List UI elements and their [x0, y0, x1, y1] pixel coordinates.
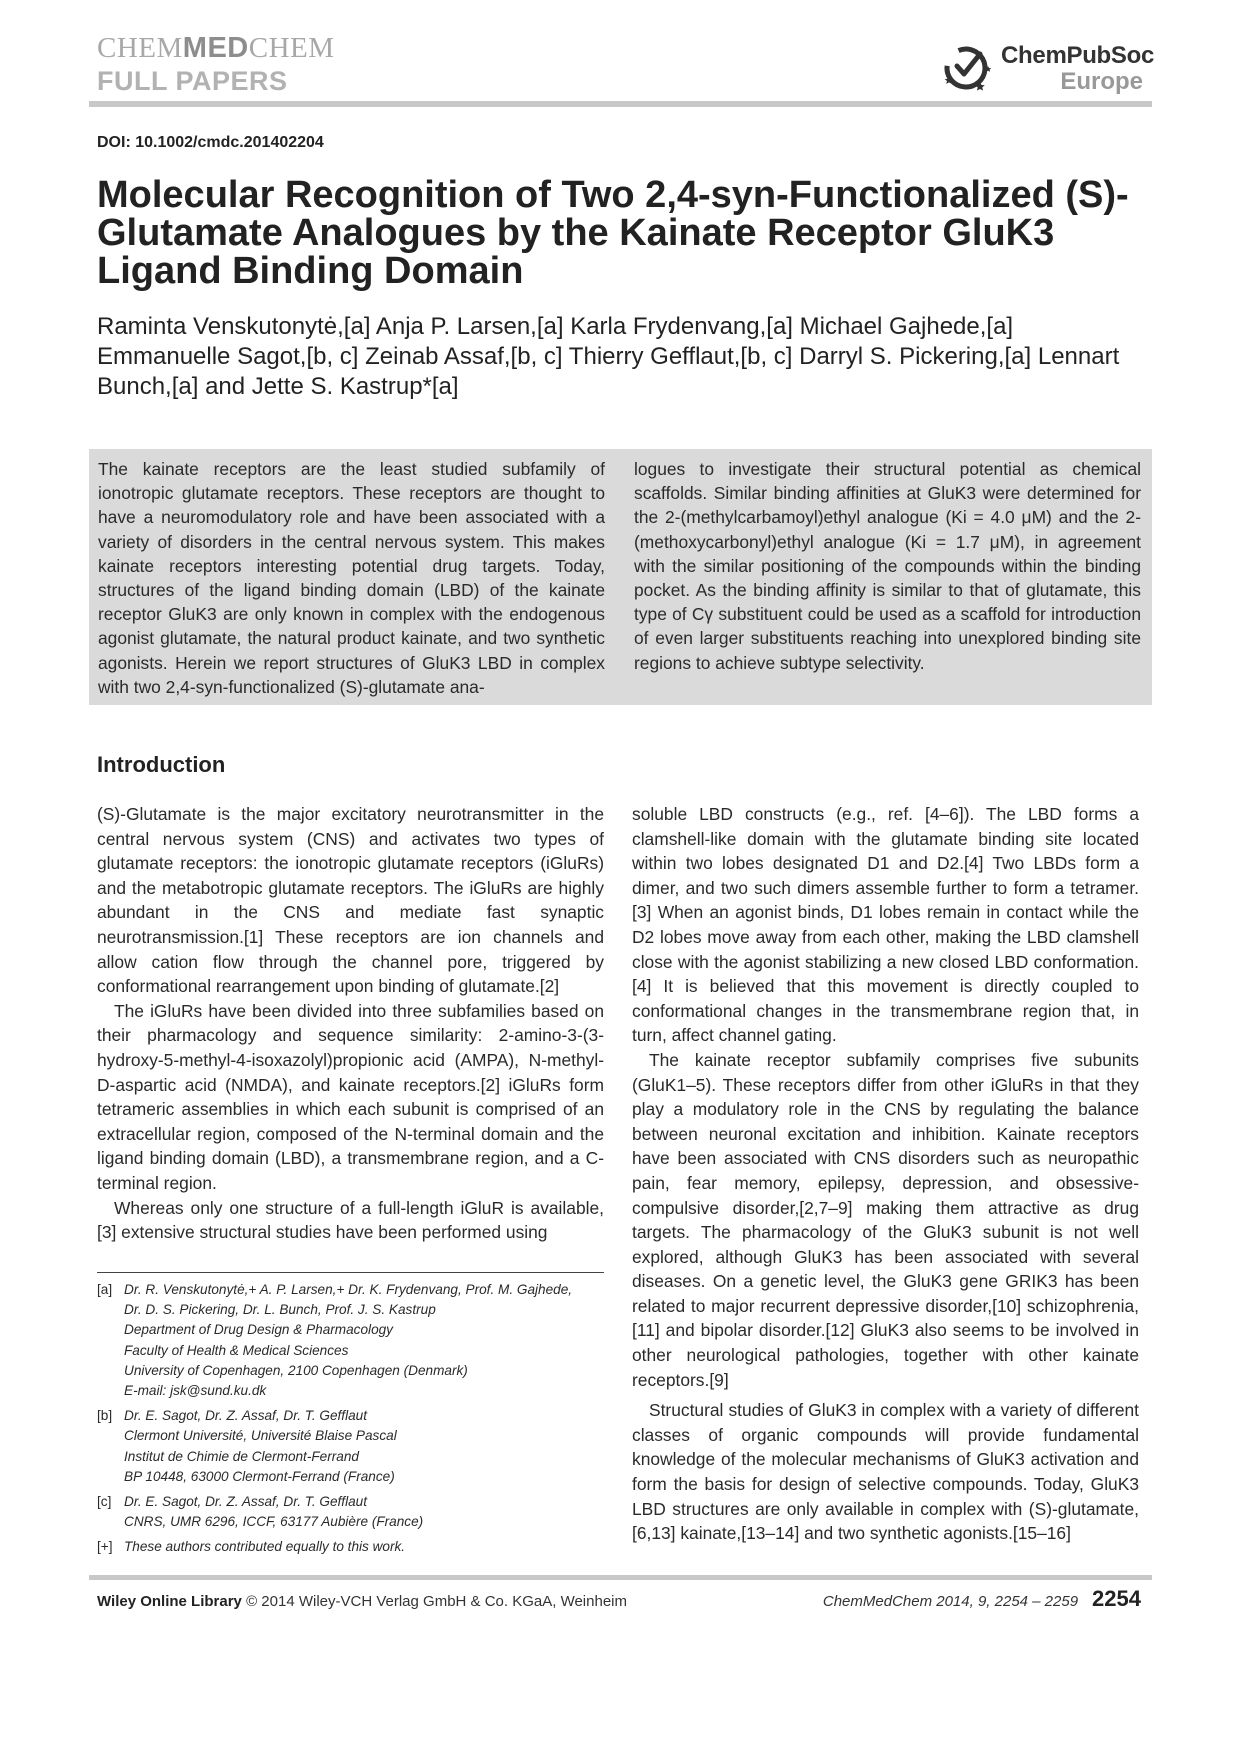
email-link[interactable]: E-mail: jsk@sund.ku.dk [124, 1383, 267, 1399]
publisher-logo [940, 38, 1155, 95]
affiliation-label: [+] [97, 1539, 113, 1555]
affiliation-line: Dr. E. Sagot, Dr. Z. Assaf, Dr. T. Gefflaut [124, 1494, 367, 1510]
paragraph: (S)-Glutamate is the major excitatory neurotransmitter in the central nervous system (CNS) and activates two types of glutamate receptors: the ionotropic glutamate receptors (iGluRs) and the metabotropic glutamate receptors. The iGluRs are highly abundant in the CNS and mediate fast synaptic neurotransmission.[1] These receptors are ion channels and allow cation flow through the channel pore, triggered by conformational rearrangement upon binding of glutamate.[2] [97, 804, 604, 997]
abstract [89, 449, 1152, 705]
footer-rule [89, 1575, 1152, 1580]
header-rule [89, 101, 1152, 107]
footer-citation [823, 1586, 1141, 1612]
paragraph: Whereas only one structure of a full-length iGluR is available,[3] extensive structural studies have been performed using [97, 1197, 604, 1243]
affiliation-line: Clermont Université, Université Blaise Pascal [124, 1428, 397, 1444]
affiliation-line: Dr. E. Sagot, Dr. Z. Assaf, Dr. T. Gefflaut [124, 1408, 367, 1424]
footer-copyright [97, 1593, 627, 1610]
section-label: FULL PAPERS [97, 66, 288, 96]
affiliation-line: Dr. R. Venskutonytė,+ A. P. Larsen,+ Dr. K. Frydenvang, Prof. M. Gajhede, [124, 1282, 573, 1297]
journal-logo: CHEMMEDCHEM [97, 32, 335, 64]
affiliation-c [97, 1492, 617, 1532]
affiliation-label: [c] [97, 1494, 112, 1510]
affiliation-note [97, 1537, 617, 1557]
affiliation-label: [b] [97, 1408, 113, 1424]
affiliation-line: Institut de Chimie de Clermont-Ferrand [124, 1448, 359, 1464]
affiliation-line: Department of Drug Design & Pharmacology [124, 1322, 393, 1338]
publisher-name: ChemPubSoc [1001, 42, 1155, 69]
star-logo-icon [940, 38, 996, 94]
paragraph: Structural studies of GluK3 in complex with a variety of different classes of organic compounds will provide fundamental knowledge of the molecular mechanisms of GluK3 activation and form the basis for design of selective compounds. Today, GluK3 LBD structures are only available in complex with (S)-glutamate,[6,13] kainate,[13–14] and two synthetic agonists.[15–16] [632, 1400, 1139, 1544]
paragraph: The kainate receptor subfamily comprises five subunits (GluK1–5). These receptors differ from other iGluRs in that they play a modulatory role in the CNS by regulating the balance between neuronal excitation and inhibition. Kainate receptors have been associated with CNS disorders such as neuropathic pain, fear memory, epilepsy, depression, and obsessive-compulsive disorder,[2,7–9] making them attractive as drug targets. The pharmacology of the GluK3 subunit is not well explored, although GluK3 has been associated with several diseases. On a genetic level, the GluK3 gene GRIK3 has been related to major recurrent depressive disorder,[10] schizophrenia,[11] and bipolar disorder.[12] GluK3 also seems to be involved in other neurological pathologies, together with other kainate receptors.[9] [632, 1049, 1139, 1390]
affiliation-line: CNRS, UMR 6296, ICCF, 63177 Aubière (France) [124, 1514, 424, 1530]
affiliation-label: [a] [97, 1282, 113, 1297]
affiliations [97, 1280, 617, 1563]
page-number: 2254 [1092, 1586, 1141, 1611]
copyright-text: © 2014 Wiley-VCH Verlag GmbH & Co. KGaA, Weinheim [246, 1593, 627, 1610]
article-title: Molecular Recognition of Two 2,4-syn-Functionalized (S)-Glutamate Analogues by the Kainate Receptor GluK3 Ligand Binding Domain [97, 174, 1129, 292]
affiliation-line: BP 10448, 63000 Clermont-Ferrand (France) [124, 1468, 395, 1484]
author-list: Raminta Venskutonytė,[a] Anja P. Larsen,[a] Karla Frydenvang,[a] Michael Gajhede,[a] Emmanuelle Sagot,[b, c] Zeinab Assaf,[b, c] Thierry Gefflaut,[b, c] Darryl S. Pickering,[a] Lennart Bunch,[a] and Jette S. Kastrup*[a] [97, 313, 1120, 400]
citation: ChemMedChem 2014, 9, 2254 – 2259 [822, 1593, 1079, 1610]
paragraph: The iGluRs have been divided into three subfamilies based on their pharmacology and sequence similarity: 2-amino-3-(3-hydroxy-5-methyl-4-isoxazolyl)propionic acid (AMPA), N-methyl-D-aspartic acid (NMDA), and kainate receptors.[2] iGluRs form tetrameric assemblies in which each subunit is comprised of an extracellular region, composed of the N-terminal domain and the ligand binding domain (LBD), a transmembrane region, and a C-terminal region. [97, 1000, 604, 1193]
body-left-column [97, 802, 604, 1245]
abstract-right-column: logues to investigate their structural potential as chemical scaffolds. Similar binding affinities at GluK3 were determined for the 2-(methylcarbamoyl)ethyl analogue (Ki = 4.0 μM) and the 2-(methoxycarbonyl)ethyl analogue (Ki = 1.7 μM), in agreement with the similar positioning of the compounds within the binding pocket. As the binding affinity is similar to that of glutamate, this type of Cγ substituent could be used as a scaffold for introduction of even larger substituents reaching into unexplored binding site regions to achieve subtype selectivity. [634, 459, 1141, 673]
doi: DOI: 10.1002/cmdc.201402204 [97, 134, 324, 151]
affiliation-a [97, 1280, 617, 1401]
publisher-region: Europe [1060, 68, 1143, 95]
affiliation-line: These authors contributed equally to this work. [124, 1539, 406, 1555]
affiliation-line: University of Copenhagen, 2100 Copenhagen (Denmark) [124, 1362, 468, 1378]
section-heading: Introduction [97, 752, 226, 777]
affiliation-line: Faculty of Health & Medical Sciences [124, 1342, 349, 1358]
affiliation-rule [97, 1272, 604, 1273]
wiley-online-library-link[interactable]: Wiley Online Library [97, 1593, 242, 1610]
affiliation-b [97, 1406, 617, 1487]
affiliation-line: Dr. D. S. Pickering, Dr. L. Bunch, Prof. J. S. Kastrup [124, 1302, 436, 1318]
abstract-left-column: The kainate receptors are the least studied subfamily of ionotropic glutamate receptors. These receptors are thought to have a neuromodulatory role and have been associated with a variety of disorders in the central nervous system. This makes kainate receptors interesting potential drug targets. Today, structures of the ligand binding domain (LBD) of the kainate receptor GluK3 are only known in complex with the endogenous agonist glutamate, the natural product kainate, and two synthetic agonists. Herein we report structures of GluK3 LBD in complex with two 2,4-syn-functionalized (S)-glutamate ana- [98, 459, 605, 697]
paragraph: soluble LBD constructs (e.g., ref. [4–6]). The LBD forms a clamshell-like domain with the glutamate binding site located within two lobes designated D1 and D2.[4] Two LBDs form a dimer, and two such dimers assemble further to form a tetramer.[3] When an agonist binds, D1 lobes remain in contact while the D2 lobes move away from each other, making the LBD clamshell close with the agonist stabilizing a new closed LBD conformation.[4] It is believed that this movement is directly coupled to conformational changes in the transmembrane region that, in turn, affect channel gating. [632, 804, 1139, 1046]
body-right-column [632, 802, 1139, 1546]
